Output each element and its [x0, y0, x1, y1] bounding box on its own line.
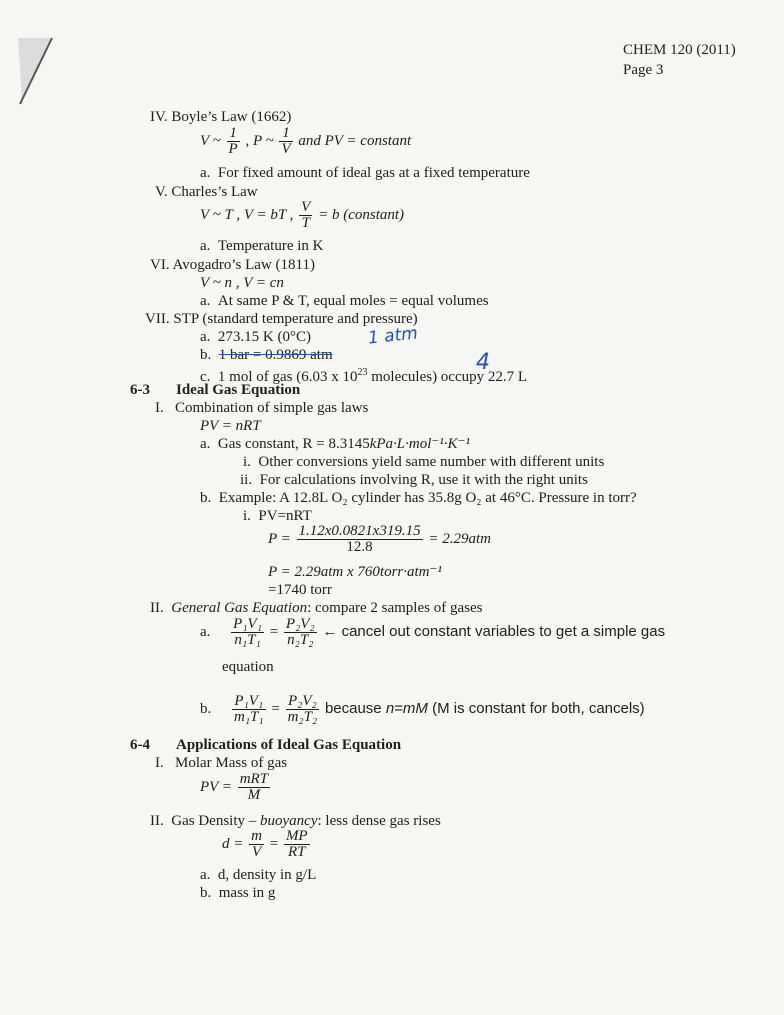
item-text: Gas Density – — [171, 813, 260, 829]
boyle-p: , P ~ — [245, 132, 274, 149]
item-marker: a. — [200, 436, 211, 452]
boyle-frac-v — [279, 126, 292, 157]
frac-den: T — [301, 215, 310, 231]
item-text: Example: A 12.8L O₂ cylinder has 35.8g O₂ at 46°C. Pressure in torr? — [218, 490, 637, 506]
page-number: Page 3 — [623, 62, 664, 78]
calc-rhs: = 2.29atm — [428, 530, 491, 547]
frac-den: 12.8 — [346, 539, 373, 555]
s63-item-b — [200, 489, 637, 507]
item-marker: I. — [155, 755, 164, 771]
avogadro-equation: V ~ n , V = cn — [200, 275, 284, 291]
boyle-and: and PV = constant — [298, 132, 412, 149]
item-marker: II. — [150, 600, 164, 616]
section-6-4-title: Applications of Ideal Gas Equation — [176, 737, 402, 753]
calc-frac — [297, 524, 423, 555]
density-frac-1 — [249, 829, 264, 860]
boyle-equation — [200, 126, 411, 157]
handwritten-4: 4 — [476, 350, 490, 375]
avogadro-heading: VI. Avogadro’s Law (1811) — [150, 257, 315, 273]
general-gas-eq-b: b. $\frac{\text{P₁V₁}}{\text{m₁T₁}}$ = $\frac{\text{P₂V₂}}{\text{m₂T₂}}$ because n=mM (M is constant for both, cancels) — [200, 693, 645, 725]
item-text: Temperature in K — [217, 238, 324, 254]
boyle-heading: IV. Boyle’s Law (1662) — [150, 109, 292, 125]
item-text: Gas constant, R = 8.3145 — [217, 436, 370, 452]
item-italic: buoyancy — [260, 813, 318, 829]
charles-eq2: = b (constant) — [318, 206, 405, 223]
boyle-item-a — [200, 164, 530, 182]
frac-den: P — [228, 141, 238, 157]
section-6-3-number: 6-3 — [130, 382, 150, 398]
general-gas-eq-a: a. $\frac{\text{P₁V₁}}{\text{n₁T₁}}$ = $\frac{\text{P₂V₂}}{\text{n₂T₂}}$ ← cancel out constant variables to get a simple gas — [200, 616, 666, 648]
page-header — [623, 40, 736, 80]
density-frac-2 — [284, 829, 310, 860]
frac-den: n₂T₂ — [287, 632, 314, 648]
charles-item-a — [200, 237, 324, 255]
item-marker: a. — [200, 293, 211, 309]
calc-lhs: P = — [268, 530, 291, 547]
item-text: For fixed amount of ideal gas at a fixed temperature — [217, 165, 530, 181]
gas-frac-1 — [231, 617, 264, 648]
frac-num: 1 — [279, 126, 292, 142]
frac-den: m₁T₁ — [234, 709, 264, 725]
boyle-frac-p — [227, 126, 240, 157]
item-text: : compare 2 samples of gases — [307, 600, 483, 616]
molar-mass-equation — [200, 772, 272, 803]
item-text-end: : less dense gas rises — [317, 813, 441, 829]
item-marker: i. — [243, 454, 251, 470]
item-text-end: molecules) occupy 22.7 L — [367, 369, 528, 385]
item-marker: a. — [200, 623, 211, 640]
item-marker: b. — [200, 700, 212, 717]
item-text: ← cancel out constant variables to get a simple gas — [322, 622, 666, 640]
frac-num: mRT — [239, 771, 269, 787]
item-marker: a. — [200, 238, 211, 254]
item-marker: i. — [243, 508, 251, 524]
frac-den: n₁T₁ — [234, 632, 261, 648]
item-text-struck: 1 bar = 0.9869 atm — [218, 347, 333, 363]
item-text-end: (M is constant for both, cancels) — [427, 699, 645, 717]
item-marker: I. — [155, 400, 164, 416]
s63-item-a-i — [243, 453, 604, 471]
unit: kPa·L·mol⁻¹·K⁻¹ — [369, 436, 470, 452]
item-text: because — [324, 699, 386, 717]
frac-num: 1 — [227, 126, 240, 142]
charles-equation — [200, 200, 404, 231]
course-title: CHEM 120 (2011) — [623, 42, 736, 58]
section-6-4-number: 6-4 — [130, 737, 150, 753]
gas-frac-2 — [284, 617, 317, 648]
frac-num: P₂V₂ — [285, 616, 315, 632]
ideal-gas-equation: PV = nRT — [200, 418, 261, 434]
pressure-conversion: P = 2.29atm x 760torr·atm⁻¹ — [268, 564, 442, 580]
stp-heading: VII. STP (standard temperature and pressure) — [145, 311, 418, 327]
s63-item-i — [155, 399, 368, 417]
s63-item-ii — [150, 599, 482, 617]
item-text: d, density in g/L — [217, 867, 317, 883]
section-6-3-title: Ideal Gas Equation — [176, 382, 301, 398]
frac-den: m₂T₂ — [287, 709, 318, 725]
item-text: PV=nRT — [258, 508, 312, 524]
frac-den: V — [281, 141, 291, 157]
item-marker: a. — [200, 165, 211, 181]
frac-num: P₁V₁ — [232, 694, 266, 710]
eq-lhs: PV = — [200, 778, 232, 795]
item-marker: b. — [200, 347, 212, 363]
item-text: mass in g — [218, 885, 276, 901]
item-text: Other conversions yield same number with different units — [258, 454, 605, 470]
general-gas-eq-a-cont: equation — [222, 659, 274, 675]
eq-lhs: d = — [222, 835, 244, 852]
item-text: At same P & T, equal moles = equal volumes — [217, 293, 489, 309]
frac-den: V — [251, 844, 262, 860]
item-marker: ii. — [240, 472, 253, 488]
frac-num: V — [301, 199, 311, 215]
s64-item-b — [200, 884, 275, 902]
handwritten-1atm: 1 atm — [367, 323, 419, 349]
frac-num: P₂V₂ — [286, 694, 320, 710]
s63-item-a-ii — [240, 471, 588, 489]
s64-item-i — [155, 754, 287, 772]
s63-item-a — [200, 435, 470, 453]
frac-num: MP — [285, 828, 308, 844]
item-marker: a. — [200, 329, 211, 345]
item-title: General Gas Equation — [171, 600, 308, 616]
item-text: Combination of simple gas laws — [175, 400, 369, 416]
item-math: n=mM — [385, 699, 428, 717]
item-text: 1 mol of gas (6.03 x 10 — [217, 369, 358, 385]
charles-eq1: V ~ T , V = bT , — [200, 206, 294, 223]
s64-item-a — [200, 866, 316, 884]
pressure-result: =1740 torr — [268, 582, 332, 598]
frac-num: m — [251, 828, 262, 844]
item-marker: a. — [200, 867, 211, 883]
pressure-calc — [268, 524, 491, 555]
frac-num: P₁V₁ — [233, 616, 262, 632]
stp-item-a — [200, 328, 311, 346]
page-fold-mark — [14, 36, 54, 106]
item-marker: II. — [150, 813, 164, 829]
item-marker: b. — [200, 885, 212, 901]
boyle-v: V ~ — [200, 132, 221, 149]
avogadro-item-a — [200, 292, 489, 310]
molar-frac — [238, 772, 270, 803]
gas-frac-3 — [232, 694, 266, 725]
frac-den: RT — [288, 844, 306, 860]
frac-num: 1.12x0.0821x319.15 — [298, 523, 421, 539]
item-text: 273.15 K (0°C) — [217, 329, 311, 345]
density-equation — [222, 829, 312, 860]
charles-frac — [299, 200, 312, 231]
item-text: Molar Mass of gas — [175, 755, 288, 771]
stp-item-b — [200, 346, 333, 364]
charles-heading: V. Charles’s Law — [155, 184, 258, 200]
eq-sign: = — [269, 835, 279, 852]
superscript: 23 — [357, 367, 368, 378]
item-marker: b. — [200, 490, 212, 506]
item-marker: c. — [200, 369, 211, 385]
frac-den: M — [247, 787, 261, 803]
gas-frac-4 — [286, 694, 320, 725]
item-text: For calculations involving R, use it with the right units — [259, 472, 588, 488]
